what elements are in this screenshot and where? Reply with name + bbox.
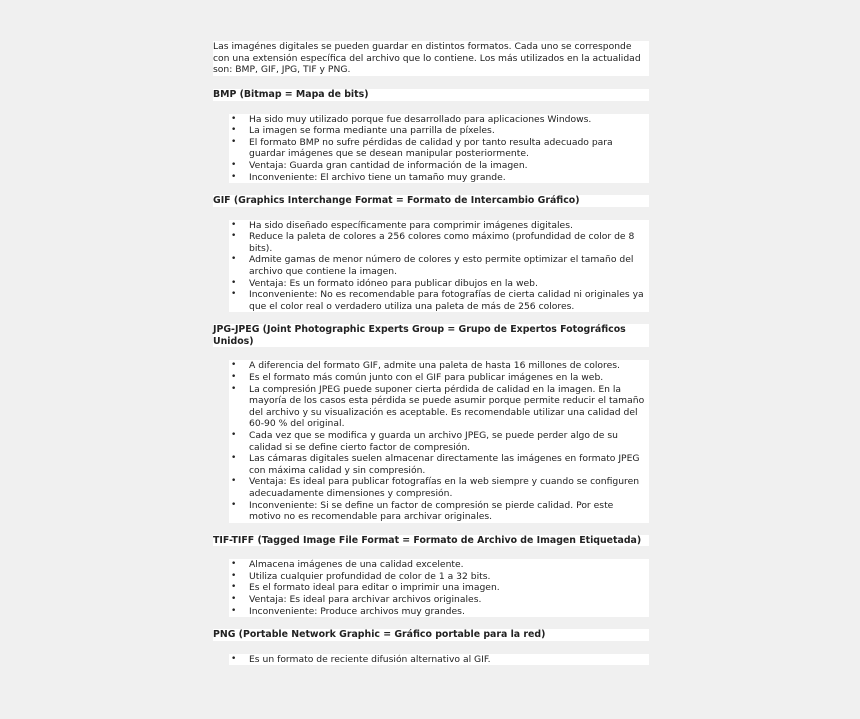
bullet-icon: • [231,136,237,147]
list-item-text: Ha sido diseñado específicamente para comprimir imágenes digitales. [249,219,573,231]
bullet-icon: • [231,219,237,230]
bullet-icon: • [231,159,237,170]
list-item [229,476,649,499]
bullet-icon: • [231,231,237,242]
section-heading: JPG-JPEG (Joint Photographic Experts Group = Grupo de Expertos Fotográficos Unidos) [213,324,649,347]
list-item [229,172,649,184]
section-heading: PNG (Portable Network Graphic = Gráfico portable para la red) [213,629,649,641]
list-item [229,500,649,523]
list-item-text: Las cámaras digitales suelen almacenar directamente las imágenes en formato JPEG con máxima calidad y sin compresión. [249,453,640,476]
bullet-icon: • [231,559,237,570]
bullet-icon: • [231,476,237,487]
list-item-text: La imagen se forma mediante una parrilla de píxeles. [249,125,495,137]
bullet-icon: • [231,429,237,440]
section-heading: GIF (Graphics Interchange Format = Formato de Intercambio Gráfico) [213,195,649,207]
list-item-text: Inconveniente: Produce archivos muy grandes. [249,605,465,617]
list-item [229,594,649,606]
section-heading: TIF-TIFF (Tagged Image File Format = Formato de Archivo de Imagen Etiquetada) [213,535,649,547]
list-item [229,453,649,476]
list-item [229,254,649,277]
list-item-text: Ventaja: Guarda gran cantidad de información de la imagen. [249,159,528,171]
bullet-list [213,114,649,184]
bullet-icon: • [231,383,237,394]
bullet-list [213,654,649,666]
bullet-icon: • [231,605,237,616]
list-item-text: Inconveniente: Si se define un factor de compresión se pierde calidad. Por este motivo no es recomendable para archivar originales. [249,499,614,523]
bullet-list [213,559,649,617]
list-item-text: Es el formato más común junto con el GIF para publicar imágenes en la web. [249,372,604,384]
list-item [229,360,649,372]
list-item [229,582,649,594]
list-item-text: Inconveniente: El archivo tiene un tamaño muy grande. [249,171,506,183]
list-item [229,606,649,618]
bullet-icon: • [231,582,237,593]
bullet-icon: • [231,653,237,664]
list-item [229,571,649,583]
list-item-text: Almacena imágenes de una calidad excelente. [249,559,464,571]
list-item [229,278,649,290]
list-item [229,160,649,172]
bullet-icon: • [231,360,237,371]
list-item-text: Ventaja: Es ideal para archivar archivos originales. [249,594,482,606]
bullet-icon: • [231,570,237,581]
bullet-icon: • [231,113,237,124]
list-item [229,137,649,160]
list-item-text: La compresión JPEG puede suponer cierta pérdida de calidad en la imagen. En la mayoría de los casos esta pérdida se puede asumir porque permite reducir el tamaño del archivo y su visualización es aceptable. Es recomendable utilizar una calidad del 60-90 % del original. [249,383,645,430]
bullet-list [213,220,649,313]
list-item-text: El formato BMP no sufre pérdidas de calidad y por tanto resulta adecuado para guardar imágenes que se desean manipular posteriormente. [249,136,613,160]
bullet-icon: • [231,171,237,182]
list-item-text: Es el formato ideal para editar o imprimir una imagen. [249,582,500,594]
intro-paragraph: Las imagénes digitales se pueden guardar en distintos formatos. Cada uno se corresponde con una extensión específica del archivo que lo contiene. Los más utilizados en la actualidad son: BMP, GIF, JPG, TIF y PNG. [213,41,649,76]
list-item [229,220,649,232]
bullet-icon: • [231,372,237,383]
list-item-text: Es un formato de reciente difusión alternativo al GIF. [249,653,491,665]
bullet-icon: • [231,254,237,265]
bullet-icon: • [231,499,237,510]
list-item [229,125,649,137]
list-item-text: Ventaja: Es ideal para publicar fotografías en la web siempre y cuando se configuren adecuadamente dimensiones y compresión. [249,476,640,499]
bullet-icon: • [231,277,237,288]
section-heading: BMP (Bitmap = Mapa de bits) [213,89,649,101]
list-item [229,384,649,430]
list-item [229,430,649,453]
bullet-list [213,360,649,522]
list-item [229,372,649,384]
bullet-icon: • [231,125,237,136]
list-item-text: Admite gamas de menor número de colores y esto permite optimizar el tamaño del archivo que contiene la imagen. [249,254,634,278]
list-item-text: Utiliza cualquier profundidad de color de 1 a 32 bits. [249,570,491,582]
bullet-icon: • [231,289,237,300]
list-item-text: Inconveniente: No es recomendable para fotografías de cierta calidad ni originales ya que el color real o verdadero utiliza una paleta de más de 256 colores. [249,289,644,312]
document-body [213,41,649,677]
bullet-icon: • [231,594,237,605]
list-item [229,654,649,666]
list-item-text: Reduce la paleta de colores a 256 colores como máximo (profundidad de color de 8 bits). [249,231,635,254]
list-item-text: Ha sido muy utilizado porque fue desarrollado para aplicaciones Windows. [249,113,592,125]
list-item [229,289,649,312]
bullet-icon: • [231,453,237,464]
list-item-text: A diferencia del formato GIF, admite una paleta de hasta 16 millones de colores. [249,360,620,372]
list-item [229,114,649,126]
list-item-text: Cada vez que se modifica y guarda un archivo JPEG, se puede perder algo de su calidad si se define cierto factor de compresión. [249,429,618,453]
list-item-text: Ventaja: Es un formato idóneo para publicar dibujos en la web. [249,277,538,289]
list-item [229,231,649,254]
list-item [229,559,649,571]
